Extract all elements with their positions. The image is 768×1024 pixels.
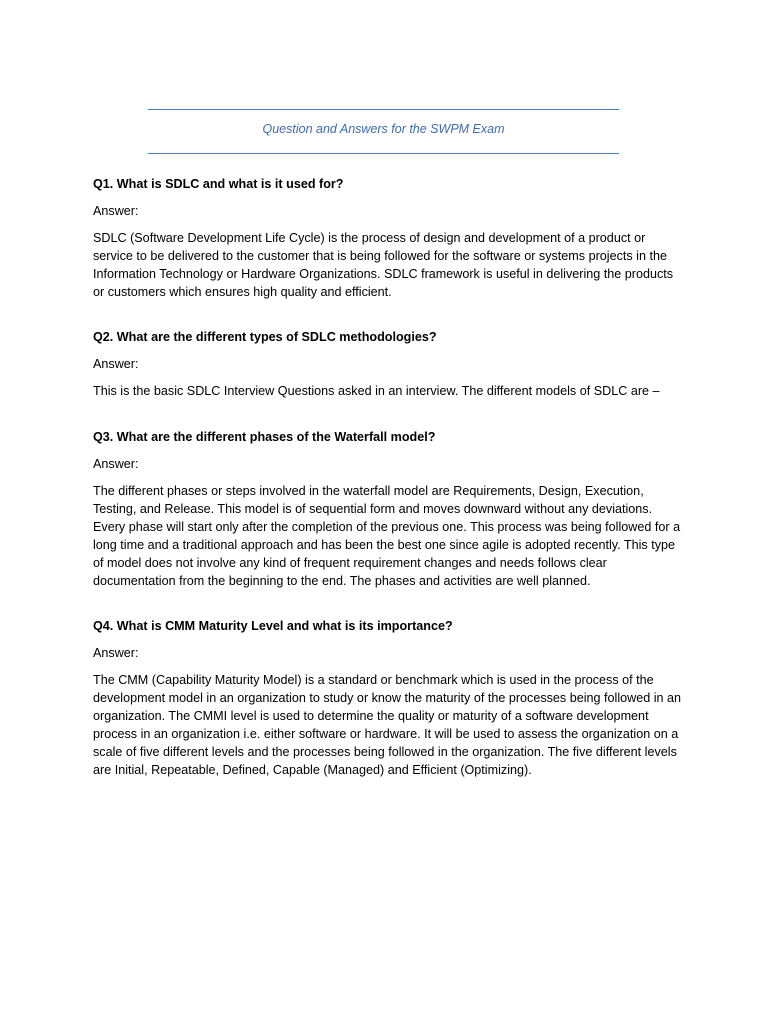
answer-label-4: Answer:: [93, 646, 139, 661]
document-content: [93, 176, 683, 780]
answer-label-1: Answer:: [93, 203, 139, 218]
qa-item-2: [93, 329, 683, 401]
qa-item-1: [93, 176, 683, 301]
answer-1: SDLC (Software Development Life Cycle) is the process of design and development of a product or service to be delivered to the customer that is being followed for the software or systems projects in the Information Technology or Hardware Organizations. SDLC framework is useful in delivering the products or customers which ensures high quality and efficient.: [93, 230, 674, 299]
answer-label-3: Answer:: [93, 457, 139, 472]
answer-4: The CMM (Capability Maturity Model) is a standard or benchmark which is used in the process of the development model in an organization to study or know the maturity of the processes being followed in an organization. The CMMI level is used to determine the quality or maturity of a software development process in an organization i.e. either software or hardware. It will be used to assess the organization on a scale of five different levels and the processes being followed in the organization. The five different levels are Initial, Repeatable, Defined, Capable (Managed) and Efficient (Optimizing).: [93, 673, 682, 777]
qa-item-4: [93, 618, 683, 779]
answer-label-2: Answer:: [93, 357, 139, 372]
qa-item-3: [93, 429, 683, 590]
question-1: Q1. What is SDLC and what is it used for?: [93, 177, 344, 191]
question-4: Q4. What is CMM Maturity Level and what is its importance?: [93, 619, 453, 634]
question-3: Q3. What are the different phases of the Waterfall model?: [93, 430, 436, 445]
answer-2: This is the basic SDLC Interview Questions asked in an interview. The different models of SDLC are –: [93, 384, 660, 399]
question-2: Q2. What are the different types of SDLC methodologies?: [93, 330, 437, 345]
title-block: [148, 109, 619, 154]
answer-3: The different phases or steps involved in the waterfall model are Requirements, Design, Execution, Testing, and Release. This model is of sequential form and moves downward without any deviations. Every phase will start only after the completion of the previous one. This process was being followed for a long time and a traditional approach and has been the best one since agile is adopted recently. This type of model does not involve any kind of frequent requirement changes and needs follows clear documentation from the beginning to the end. The phases and activities are well planned.: [93, 483, 681, 588]
document-title: Question and Answers for the SWPM Exam: [262, 122, 505, 136]
